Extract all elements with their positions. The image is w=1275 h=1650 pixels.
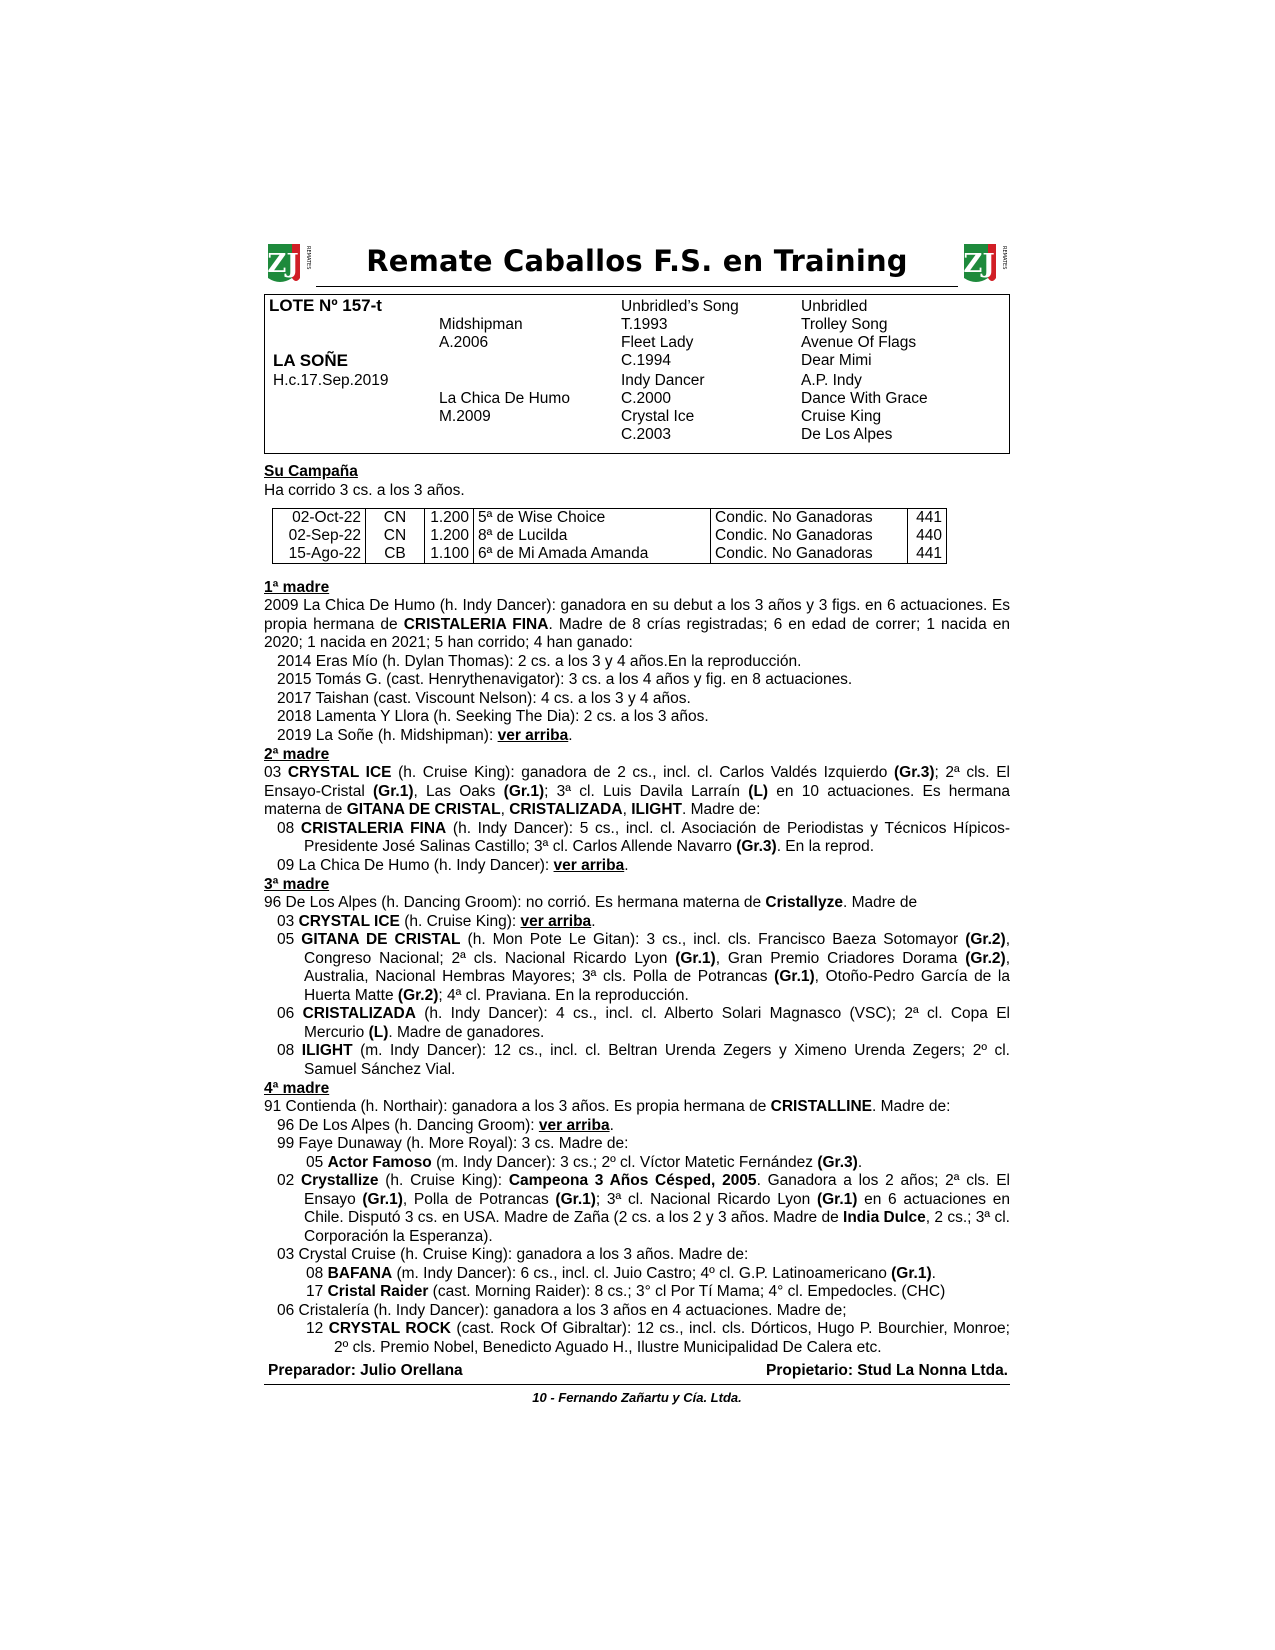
gen2-item: C.2003 (621, 426, 671, 443)
race-distance: 1.100 (425, 545, 474, 564)
gen3-item: De Los Alpes (801, 426, 893, 443)
race-condition: Condic. No Ganadoras (711, 545, 908, 564)
credits-line (264, 1361, 1010, 1381)
gen2-item: Crystal Ice (621, 408, 695, 425)
list-item: 2015 Tomás G. (cast. Henrythenavigator): 3 cs. a los 4 años y fig. en 8 actuaciones. (277, 671, 853, 688)
gen3-item: Unbridled (801, 298, 868, 315)
race-distance: 1.200 (425, 509, 474, 528)
zj-remates-logo-icon (264, 238, 314, 288)
race-track: CB (366, 545, 425, 564)
gen3-item: Dance With Grace (801, 390, 928, 407)
lot-number: LOTE Nº 157-t (269, 296, 382, 315)
table-row (273, 509, 947, 528)
gen3-item: Avenue Of Flags (801, 334, 917, 351)
see-above-link[interactable]: ver arriba (553, 856, 625, 874)
list-item: 2017 Taishan (cast. Viscount Nelson): 4 cs. a los 3 y 4 años. (277, 689, 691, 707)
race-result: 8ª de Lucilda (474, 527, 711, 545)
race-result: 6ª de Mi Amada Amanda (474, 545, 711, 564)
race-track: CN (366, 527, 425, 545)
footer-divider (264, 1384, 1010, 1385)
catalog-page (264, 238, 1010, 1405)
gen2-item: C.2000 (621, 390, 671, 407)
sire-name: Midshipman (439, 316, 523, 333)
list-item: 06 CRISTALIZADA (h. Indy Dancer): 4 cs., incl. cl. Alberto Solari Magnasco (VSC); 2ª cl. Copa El Mercurio (L). Madre de ganadores. (277, 1005, 1010, 1041)
svg-text:REMATES: REMATES (305, 246, 311, 270)
list-item: 12 CRYSTAL ROCK (cast. Rock Of Gibraltar): 12 cs., incl. cls. Dórticos, Hugo P. Bourchier, Monroe; 2º cls. Premio Nobel, Benedicto Aguado H., Ilustre Municipalidad De Calera etc. (306, 1320, 1010, 1356)
race-date: 02-Oct-22 (292, 509, 361, 526)
race-weight: 440 (908, 527, 947, 545)
owner: Propietario: Stud La Nonna Ltda. (766, 1362, 1008, 1379)
gen2-item: Indy Dancer (621, 372, 705, 389)
race-result: 5ª de Wise Choice (474, 509, 711, 528)
fourth-dam-paragraph: 91 Contienda (h. Northair): ganadora a los 3 años. Es propia hermana de CRISTALLINE. Madre de: (264, 1098, 951, 1115)
gen3-item: Trolley Song (801, 316, 888, 333)
section-second-dam: 2ª madre (264, 746, 330, 763)
gen3-item: A.P. Indy (801, 372, 862, 389)
title-divider (316, 286, 958, 287)
list-item: 2014 Eras Mío (h. Dylan Thomas): 2 cs. a los 3 y 4 años.En la reproducción. (277, 652, 802, 670)
gen3-item: Cruise King (801, 408, 882, 425)
horse-name: LA SOÑE (273, 351, 348, 370)
list-item: 05 Actor Famoso (m. Indy Dancer): 3 cs.; 2º cl. Víctor Matetic Fernández (Gr.3). (306, 1153, 863, 1171)
list-item: 02 Crystallize (h. Cruise King): Campeona 3 Años Césped, 2005. Ganadora a los 2 años; 2ª cls. El Ensayo (Gr.1), Polla de Potrancas (Gr.1); 3ª cl. Nacional Ricardo Lyon (Gr.1) en 6 actuaciones en Chile. Disputó 3 cs. en USA. Madre de Zaña (2 cs. a los 2 y 3 años. Madre de India Dulce, 2 cs.; 3ª cl. Corporación la Esperanza). (277, 1172, 1010, 1245)
list-item: 99 Faye Dunaway (h. More Royal): 3 cs. Madre de: (277, 1135, 629, 1152)
campaign-summary: Ha corrido 3 cs. a los 3 años. (264, 482, 465, 499)
campaign-title: Su Campaña (264, 463, 358, 480)
sire-info: A.2006 (439, 334, 489, 351)
dam-name: La Chica De Humo (439, 390, 570, 407)
gen2-item: Fleet Lady (621, 334, 694, 351)
table-row (273, 527, 947, 545)
trainer: Preparador: Julio Orellana (268, 1362, 463, 1379)
table-row (273, 545, 947, 564)
svg-text:ZJ: ZJ (963, 249, 995, 279)
gen2-item: T.1993 (621, 316, 668, 333)
list-item: 17 Cristal Raider (cast. Morning Raider): 8 cs.; 3° cl Por Tí Mama; 4° cl. Empedocles. (CHC) (306, 1283, 946, 1300)
campaign-section (264, 462, 1010, 564)
gen2-item: C.1994 (621, 352, 671, 369)
list-item: 05 GITANA DE CRISTAL (h. Mon Pote Le Gitan): 3 cs., incl. cls. Francisco Baeza Sotomayor (Gr.2), Congreso Nacional; 2ª cls. Nacional Ricardo Lyon (Gr.1), Gran Premio Criadores Dorama (Gr.2), Australia, Nacional Hembras Mayores; 3ª cls. Polla de Potrancas (Gr.1), Otoño-Pedro García de la Huerta Matte (Gr.2); 4ª cl. Praviana. En la reproducción. (277, 931, 1011, 1004)
page-footer: 10 - Fernando Zañartu y Cía. Ltda. (532, 1390, 742, 1405)
see-above-link[interactable]: ver arriba (497, 726, 569, 744)
section-first-dam: 1ª madre (264, 579, 330, 596)
race-date: 02-Sep-22 (288, 527, 361, 544)
page-title: Remate Caballos F.S. en Training (366, 244, 908, 278)
list-item: 2019 La Soñe (h. Midshipman): ver arriba. (277, 726, 573, 744)
second-dam-paragraph: 03 CRYSTAL ICE (h. Cruise King): ganadora de 2 cs., incl. cl. Carlos Valdés Izquierdo (Gr.3); 2ª cls. El Ensayo-Cristal (Gr.1), Las Oaks (Gr.1); 3ª cl. Luis Davila Larraín (L) en 10 actuaciones. Es hermana materna de GITANA DE CRISTAL, CRISTALIZADA, ILIGHT. Madre de: (264, 764, 1010, 818)
first-dam-paragraph: 2009 La Chica De Humo (h. Indy Dancer): ganadora en su debut a los 3 años y 3 figs. en 6 actuaciones. Es propia hermana de CRISTALERIA FINA. Madre de 8 crías registradas; 6 en edad de correr; 1 nacida en 2020; 1 nacida en 2021; 5 han corrido; 4 han ganado: (264, 597, 1011, 651)
list-item: 96 De Los Alpes (h. Dancing Groom): ver arriba. (277, 1116, 614, 1134)
see-above-link[interactable]: ver arriba (538, 1116, 610, 1134)
race-weight: 441 (908, 509, 947, 528)
race-condition: Condic. No Ganadoras (711, 527, 908, 545)
list-item: 03 Crystal Cruise (h. Cruise King): ganadora a los 3 años. Madre de: (277, 1246, 749, 1263)
section-third-dam: 3ª madre (264, 876, 330, 893)
svg-text:ZJ: ZJ (267, 249, 299, 279)
list-item: 08 CRISTALERIA FINA (h. Indy Dancer): 5 cs., incl. cl. Asociación de Periodistas y Técnicos Hípicos-Presidente José Salinas Castillo; 3ª cl. Carlos Allende Navarro (Gr.3). En la reprod. (277, 819, 1010, 855)
zj-remates-logo-icon (960, 238, 1010, 288)
page-header (264, 238, 1010, 294)
section-fourth-dam: 4ª madre (264, 1080, 330, 1097)
race-weight: 441 (908, 545, 947, 564)
list-item: 06 Cristalería (h. Indy Dancer): ganadora a los 3 años en 4 actuaciones. Madre de; (277, 1301, 847, 1319)
horse-info: H.c.17.Sep.2019 (273, 372, 389, 389)
race-date: 15-Ago-22 (288, 545, 361, 562)
family-body (264, 578, 1010, 1357)
list-item: 09 La Chica De Humo (h. Indy Dancer): ver arriba. (277, 856, 629, 874)
third-dam-paragraph: 96 De Los Alpes (h. Dancing Groom): no corrió. Es hermana materna de Cristallyze. Madre de (264, 894, 918, 911)
list-item: 2018 Lamenta Y Llora (h. Seeking The Dia): 2 cs. a los 3 años. (277, 708, 709, 725)
list-item: 08 BAFANA (m. Indy Dancer): 6 cs., incl. cl. Juio Castro; 4º cl. G.P. Latinoamericano (Gr.1). (306, 1264, 936, 1282)
see-above-link[interactable]: ver arriba (520, 912, 592, 930)
list-item: 03 CRYSTAL ICE (h. Cruise King): ver arriba. (277, 912, 596, 930)
list-item: 08 ILIGHT (m. Indy Dancer): 12 cs., incl. cl. Beltran Urenda Zegers y Ximeno Urenda Zegers; 2º cl. Samuel Sánchez Vial. (277, 1042, 1010, 1078)
races-table (272, 508, 947, 564)
gen3-item: Dear Mimi (801, 352, 872, 369)
svg-text:REMATES: REMATES (1001, 246, 1007, 270)
race-condition: Condic. No Ganadoras (711, 509, 908, 528)
gen2-item: Unbridled’s Song (621, 298, 739, 315)
pedigree-box (264, 294, 1010, 454)
race-distance: 1.200 (425, 527, 474, 545)
dam-info: M.2009 (439, 408, 491, 425)
race-track: CN (366, 509, 425, 528)
